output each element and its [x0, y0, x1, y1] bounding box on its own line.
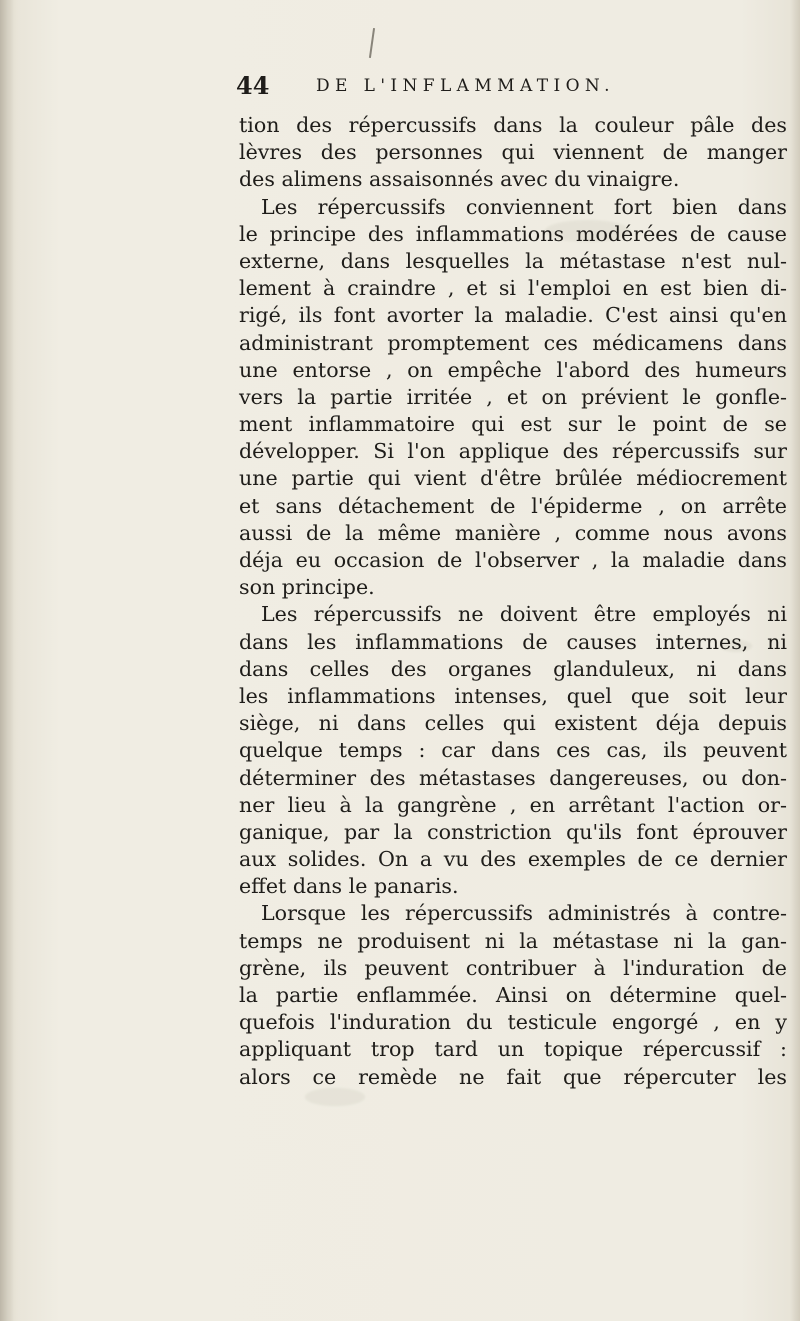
text-line: la partie enflammée. Ainsi on détermine quel- [239, 983, 787, 1007]
running-title: DE L'INFLAMMATION. [316, 76, 615, 96]
text-line: les inflammations intenses, quel que soit leur [239, 683, 787, 708]
text-line: quelque temps : car dans ces cas, ils peuvent [239, 738, 787, 763]
text-line: aux solides. On a vu des exemples de ce dernier [239, 847, 787, 872]
text-line: effet dans le panaris. [239, 874, 459, 899]
text-line: déterminer des métastases dangereuses, ou don- [239, 765, 787, 790]
text-line: lement à craindre , et si l'emploi en est bien di- [239, 276, 787, 301]
text-line: développer. Si l'on applique des répercussifs sur [239, 439, 787, 464]
text-line: lèvres des personnes qui viennent de manger [239, 140, 787, 165]
text-line: quefois l'induration du testicule engorgé , en y [239, 1010, 787, 1035]
text-line: rigé, ils font avorter la maladie. C'est ainsi qu'en [239, 303, 787, 328]
ink-mark [369, 28, 375, 58]
text-line: externe, dans lesquelles la métastase n'est nul- [239, 248, 787, 273]
paragraph-2 [239, 194, 787, 602]
text-line: vers la partie irritée , et on prévient le gonfle- [239, 384, 787, 409]
text-line: ner lieu à la gangrène , en arrêtant l'action or- [239, 792, 787, 817]
text-line: alors ce remède ne fait que répercuter les [239, 1064, 787, 1089]
paragraph-3 [239, 601, 787, 900]
text-line: ganique, par la constriction qu'ils font éprouver [239, 819, 787, 844]
text-line: appliquant trop tard un topique répercussif : [239, 1037, 787, 1062]
text-line: ment inflammatoire qui est sur le point de se [239, 412, 787, 437]
text-line: siège, ni dans celles qui existent déja depuis [239, 711, 787, 736]
page-number: 44 [236, 71, 270, 100]
page-left-edge-shadow [0, 0, 14, 1321]
text-line: Les répercussifs ne doivent être employés ni [261, 602, 787, 627]
text-line: Lorsque les répercussifs administrés à contre- [261, 901, 787, 926]
text-line: des alimens assaisonnés avec du vinaigre. [239, 167, 680, 192]
text-line: aussi de la même manière , comme nous avons [239, 520, 787, 545]
page-right-edge-shadow [790, 0, 800, 1321]
text-line: son principe. [239, 575, 375, 600]
text-line: tion des répercussifs dans la couleur pâle des [239, 113, 787, 137]
text-line: dans les inflammations de causes internes, ni [239, 629, 787, 654]
paragraph-4 [239, 900, 787, 1090]
text-line: grène, ils peuvent contribuer à l'induration de [239, 955, 787, 980]
text-line: dans celles des organes glanduleux, ni dans [239, 656, 787, 681]
text-line: une partie qui vient d'être brûlée médiocrement [239, 466, 787, 491]
paragraph-1 [239, 112, 787, 194]
body-text [239, 112, 787, 1091]
text-line: Les répercussifs conviennent fort bien dans [261, 194, 787, 219]
text-line: une entorse , on empêche l'abord des humeurs [239, 357, 787, 382]
text-line: et sans détachement de l'épiderme , on arrête [239, 493, 787, 518]
text-line: déja eu occasion de l'observer , la maladie dans [239, 548, 787, 572]
text-line: administrant promptement ces médicamens dans [239, 330, 787, 355]
text-line: le principe des inflammations modérées de cause [239, 221, 787, 246]
page-header [236, 70, 696, 112]
text-line: temps ne produisent ni la métastase ni la gan- [239, 928, 787, 953]
